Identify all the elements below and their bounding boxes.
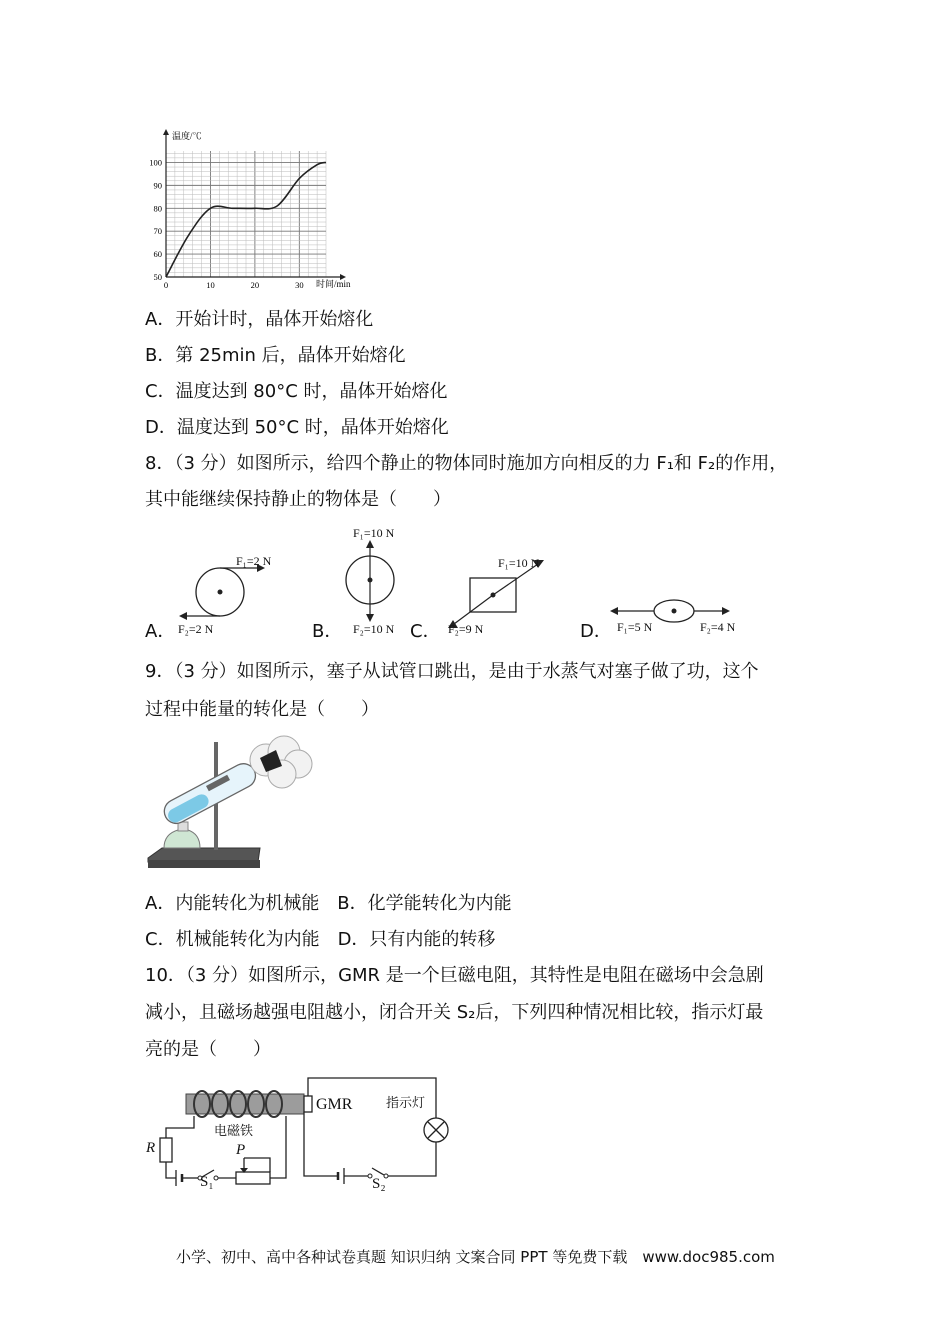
q8-d-f1-label: F₁=5 N bbox=[617, 620, 653, 634]
chart-x-axis-label: 时间/min bbox=[316, 279, 351, 289]
x-tick-label: 30 bbox=[295, 280, 304, 290]
q8-option-c-letter: C． bbox=[410, 621, 441, 642]
q8-c-f1-label: F₁=10 N bbox=[498, 556, 540, 570]
y-tick-label: 70 bbox=[153, 226, 162, 237]
x-tick-label: 0 bbox=[163, 280, 169, 290]
test-tube bbox=[160, 759, 260, 827]
switch-s2-label: S₂ bbox=[372, 1176, 386, 1192]
q7-option-d: D．温度达到 50°C 时，晶体开始熔化 bbox=[145, 417, 449, 438]
y-tick-label: 100 bbox=[149, 157, 162, 168]
q8-option-d-letter: D． bbox=[580, 621, 612, 642]
q8-b-f2-label: F₂=10 N bbox=[353, 622, 395, 636]
q8-stem-line1: 8．（3 分）如图所示，给四个静止的物体同时施加方向相反的力 F₁和 F₂的作用， bbox=[145, 453, 788, 474]
q8-option-b-letter: B． bbox=[312, 621, 343, 642]
q8-c-f2-label: F₂=9 N bbox=[448, 622, 484, 636]
q9-options-line2: C．机械能转化为内能 D．只有内能的转移 bbox=[145, 929, 496, 950]
q7-option-c: C．温度达到 80°C 时，晶体开始熔化 bbox=[145, 381, 448, 402]
q8-option-a-letter: A． bbox=[145, 621, 176, 642]
q8-b-f1-label: F₁=10 N bbox=[353, 526, 395, 540]
q9-test-tube-apparatus bbox=[142, 730, 322, 878]
rheostat bbox=[236, 1172, 270, 1184]
indicator-lamp-label: 指示灯 bbox=[386, 1096, 426, 1111]
y-tick-label: 90 bbox=[153, 180, 162, 191]
y-tick-label: 50 bbox=[153, 272, 162, 282]
q9-stem-line2: 过程中能量的转化是（ ） bbox=[145, 699, 379, 720]
page-footer: 小学、初中、高中各种试卷真题 知识归纳 文案合同 PPT 等免费下载 www.doc985.com bbox=[176, 1248, 775, 1266]
alcohol-lamp bbox=[164, 830, 200, 848]
slider-p-label: P bbox=[236, 1142, 246, 1158]
chart-grid bbox=[166, 151, 326, 277]
electromagnet-label: 电磁铁 bbox=[214, 1124, 254, 1139]
x-tick-label: 20 bbox=[250, 280, 260, 290]
chart-ticks bbox=[149, 157, 303, 290]
chart-y-axis-label: 温度/℃ bbox=[172, 131, 202, 141]
q8-a-f1-label: F₁=2 N bbox=[236, 554, 272, 568]
x-tick-label: 10 bbox=[206, 280, 215, 290]
y-tick-label: 80 bbox=[153, 203, 162, 214]
q8-a-f2-label: F₂=2 N bbox=[178, 622, 214, 636]
y-axis-arrow bbox=[163, 129, 169, 135]
q8-figure-b bbox=[335, 540, 405, 630]
switch-s1-label: S₁ bbox=[200, 1174, 214, 1190]
stand-base bbox=[148, 848, 260, 862]
q7-option-b: B．第 25min 后，晶体开始熔化 bbox=[145, 345, 406, 366]
q10-stem-line3: 亮的是（ ） bbox=[145, 1039, 271, 1060]
resistor-r bbox=[160, 1138, 172, 1162]
q10-stem-line1: 10．（3 分）如图所示，GMR 是一个巨磁电阻，其特性是电阻在磁场中会急剧 bbox=[145, 965, 764, 986]
resistor-r-label: R bbox=[146, 1140, 156, 1156]
q7-option-a: A．开始计时，晶体开始熔化 bbox=[145, 309, 374, 330]
q9-stem-line1: 9．（3 分）如图所示，塞子从试管口跳出，是由于水蒸气对塞子做了功，这个 bbox=[145, 661, 759, 682]
temperature-time-chart bbox=[140, 125, 370, 295]
y-tick-label: 60 bbox=[153, 249, 162, 260]
gmr-resistor bbox=[304, 1096, 312, 1112]
switch-s2 bbox=[372, 1168, 384, 1175]
q9-options-line1: A．内能转化为机械能 B．化学能转化为内能 bbox=[145, 893, 512, 914]
q8-d-f2-label: F₂=4 N bbox=[700, 620, 736, 634]
q10-stem-line2: 减小，且磁场越强电阻越小，闭合开关 S₂后，下列四种情况相比较，指示灯最 bbox=[145, 1002, 764, 1023]
steam-cloud bbox=[250, 736, 312, 788]
gmr-label: GMR bbox=[316, 1096, 353, 1113]
q8-stem-line2: 其中能继续保持静止的物体是（ ） bbox=[145, 489, 451, 510]
